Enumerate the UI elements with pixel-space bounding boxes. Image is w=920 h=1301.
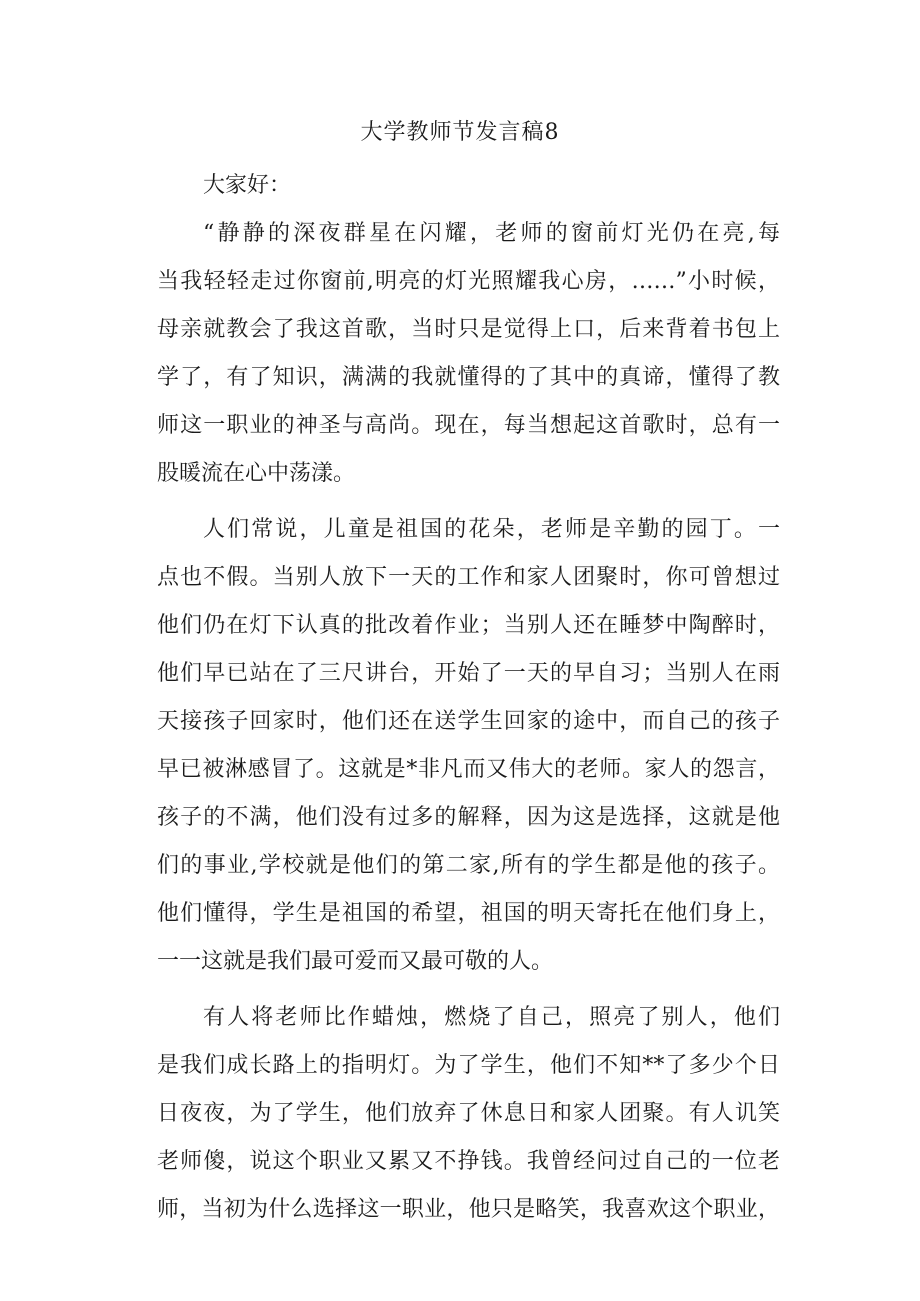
paragraph-line: 天接孩子回家时，他们还在送学生回家的途中，而自己的孩子 [157, 709, 780, 734]
paragraph-line: 他们懂得，学生是祖国的希望，祖国的明天寄托在他们身上， [157, 901, 780, 926]
paragraph-2 [157, 506, 780, 986]
document-title: 大学教师节发言稿8 [360, 120, 560, 145]
paragraph-line: 股暖流在心中荡漾。 [157, 461, 356, 486]
paragraph-1 [157, 210, 780, 498]
paragraph-line: 一一这就是我们最可爱而又最可敬的人。 [157, 949, 554, 974]
paragraph-3 [157, 994, 780, 1234]
paragraph-line: 他们早已站在了三尺讲台，开始了一天的早自习；当别人在雨 [157, 661, 780, 686]
salutation: 大家好： [203, 173, 292, 198]
paragraph-line: 他们仍在灯下认真的批改着作业；当别人还在睡梦中陶醉时， [157, 613, 780, 638]
paragraph-line: 是我们成长路上的指明灯。为了学生，他们不知**了多少个日 [157, 1053, 780, 1078]
document-body [157, 162, 780, 1234]
paragraph-spacing [157, 986, 780, 994]
paragraph-spacing [157, 498, 780, 506]
paragraph-line: 点也不假。当别人放下一天的工作和家人团聚时，你可曾想过 [157, 565, 780, 590]
paragraph-line: 日夜夜，为了学生，他们放弃了休息日和家人团聚。有人讥笑 [157, 1101, 780, 1126]
paragraph-line: 师这一职业的神圣与高尚。现在，每当想起这首歌时，总有一 [157, 413, 780, 438]
paragraph-line: 老师傻，说这个职业又累又不挣钱。我曾经问过自己的一位老 [157, 1149, 780, 1174]
paragraph-line: 们的事业,学校就是他们的第二家,所有的学生都是他的孩子。 [157, 853, 780, 878]
paragraph-line: 早已被淋感冒了。这就是*非凡而又伟大的老师。家人的怨言， [157, 757, 780, 782]
paragraph-line: 人们常说，儿童是祖国的花朵，老师是辛勤的园丁。一 [203, 517, 780, 542]
paragraph-line: 有人将老师比作蜡烛，燃烧了自己，照亮了别人，他们 [203, 1005, 780, 1030]
paragraph-line: 学了，有了知识，满满的我就懂得的了其中的真谛，懂得了教 [157, 365, 780, 390]
paragraph-line: 母亲就教会了我这首歌，当时只是觉得上口，后来背着书包上 [157, 317, 780, 342]
paragraph-line: 师，当初为什么选择这一职业，他只是略笑，我喜欢这个职业， [157, 1197, 780, 1222]
paragraph-line: 孩子的不满，他们没有过多的解释，因为这是选择，这就是他 [157, 805, 780, 830]
paragraph-line: 当我轻轻走过你窗前,明亮的灯光照耀我心房，……”小时候， [157, 269, 780, 294]
paragraph-line: “静静的深夜群星在闪耀，老师的窗前灯光仍在亮,每 [203, 221, 780, 246]
